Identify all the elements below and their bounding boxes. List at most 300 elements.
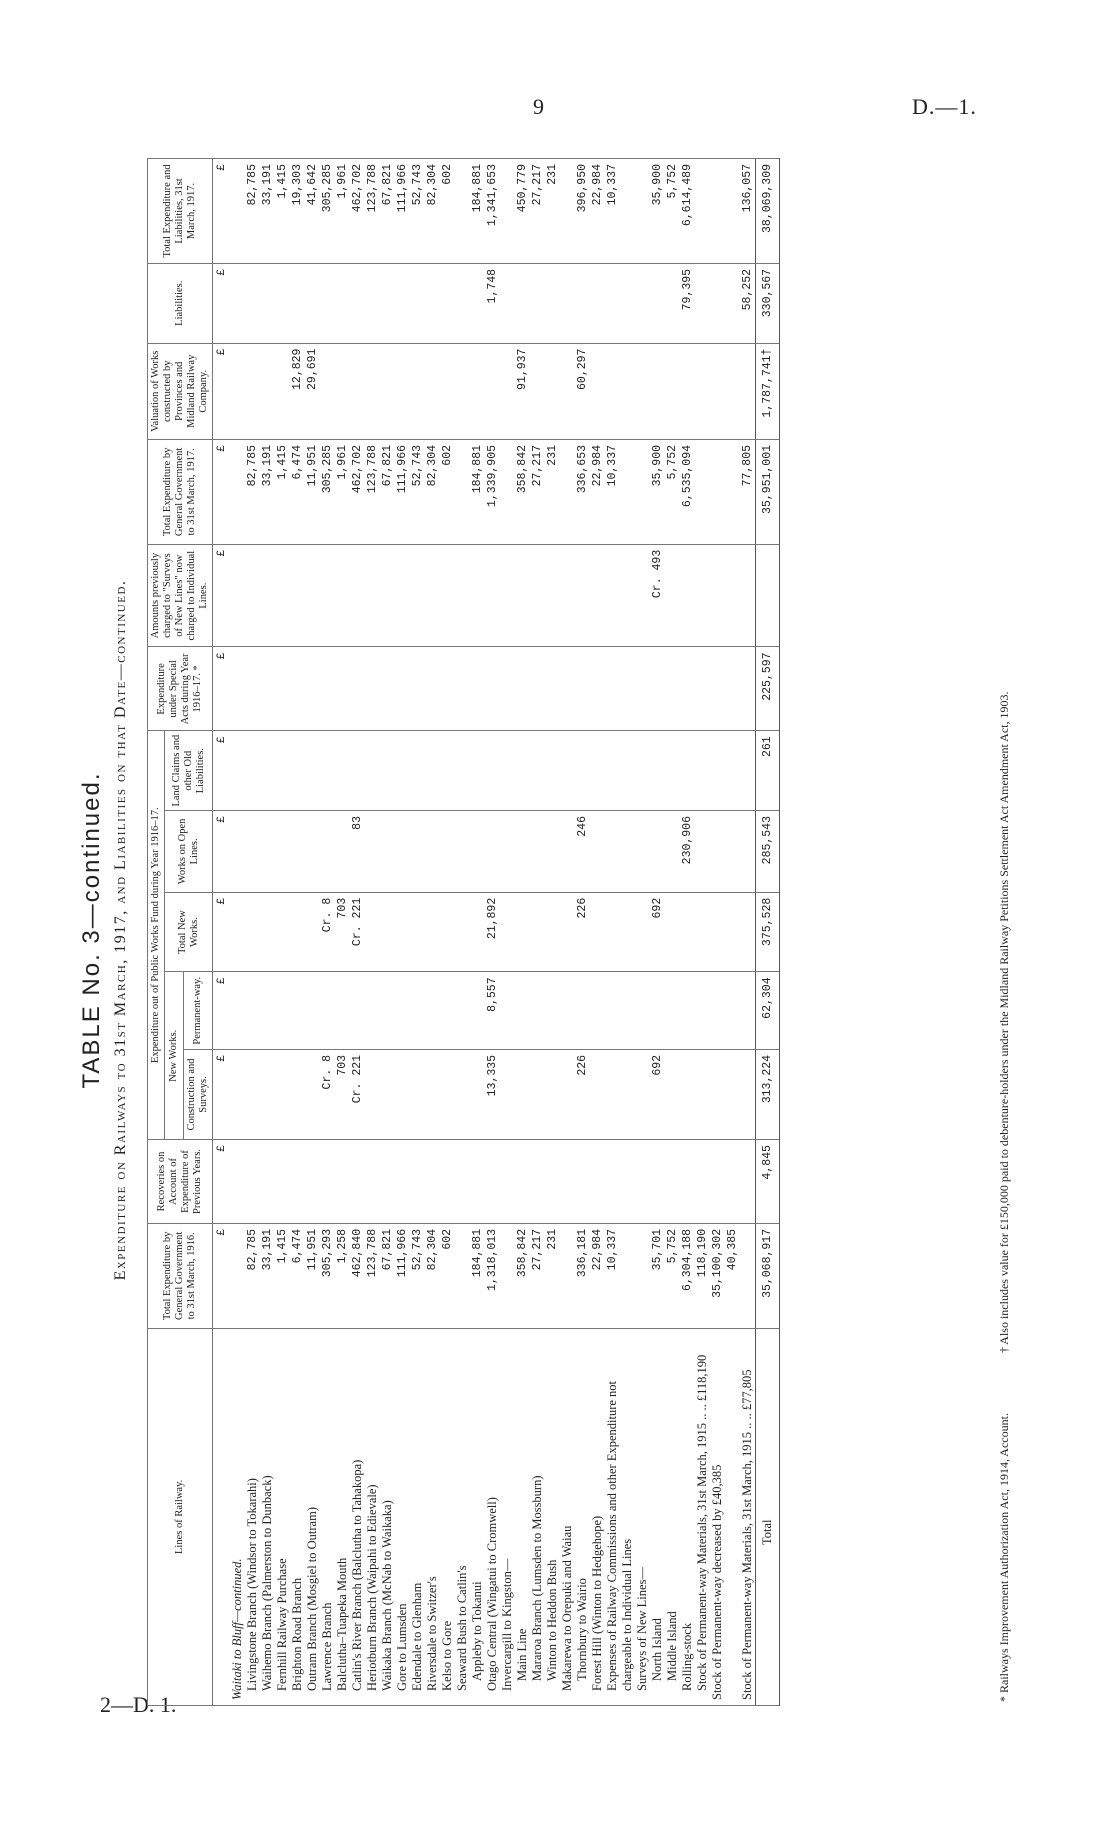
row-value-special-acts: [695, 647, 710, 731]
total-value-liabilities: 330,567: [756, 263, 780, 343]
row-value-land-claims: [635, 731, 650, 811]
row-value-total-new: 692: [650, 892, 665, 972]
row-value-total-new: [230, 892, 245, 972]
table-row: [665, 159, 680, 1706]
row-value-total1916: 118,190: [695, 1223, 710, 1328]
row-value-valuation: 91,937: [515, 343, 530, 439]
row-value-permanent-way: [230, 972, 245, 1050]
row-label: Waihemo Branch (Palmerston to Dunback): [260, 1328, 275, 1705]
row-value-recoveries: [545, 1140, 560, 1224]
row-value-open-lines: [590, 811, 605, 893]
row-value-total1917: 305,285: [320, 439, 335, 544]
row-value-total1916: 10,337: [605, 1223, 635, 1328]
row-value-amounts-prev: [590, 544, 605, 647]
row-value-total1917: 184,881: [470, 439, 485, 544]
row-value-land-claims: [275, 731, 290, 811]
row-label: Seaward Bush to Catlin's: [455, 1328, 470, 1705]
row-value-construction: [230, 1049, 245, 1139]
row-value-valuation: [605, 343, 635, 439]
row-label: Riversdale to Switzer's: [425, 1328, 440, 1705]
footnote-dagger: † Also includes value for £150,000 paid to debenture-holders under the Midland Railway Petitions Settlement Act Amendment Act, 1903.: [997, 691, 1011, 1354]
row-value-construction: [665, 1049, 680, 1139]
row-label: Makarewa to Orepuki and Waiau: [560, 1328, 575, 1705]
row-value-total1917: 67,821: [380, 439, 395, 544]
row-value-amounts-prev: [605, 544, 635, 647]
row-value-total1917: 82,304: [425, 439, 440, 544]
table-row: [245, 159, 260, 1706]
row-value-total1916: 1,415: [275, 1223, 290, 1328]
row-value-total1917: [500, 439, 515, 544]
row-value-total1917: 462,702: [350, 439, 365, 544]
row-value-amounts-prev: [485, 544, 500, 647]
row-value-total1916: 111,966: [395, 1223, 410, 1328]
row-value-permanent-way: [695, 972, 710, 1050]
total-value-construction: 313,224: [756, 1049, 780, 1139]
row-value-liabilities: [365, 263, 380, 343]
row-value-total1916: 82,304: [425, 1223, 440, 1328]
row-value-liabilities: [260, 263, 275, 343]
row-value-amounts-prev: [395, 544, 410, 647]
row-value-total1916: 33,191: [260, 1223, 275, 1328]
row-value-liabilities: [290, 263, 305, 343]
row-value-amounts-prev: [470, 544, 485, 647]
row-value-total-new: [305, 892, 320, 972]
row-value-valuation: [650, 343, 665, 439]
row-value-amounts-prev: [365, 544, 380, 647]
row-value-grand: [695, 159, 710, 264]
row-value-total1917: 82,785: [245, 439, 260, 544]
row-value-construction: [515, 1049, 530, 1139]
row-value-total1916: 11,951: [305, 1223, 320, 1328]
row-value-construction: [695, 1049, 710, 1139]
row-value-land-claims: [350, 731, 365, 811]
row-label: North Island: [650, 1328, 665, 1705]
page-number: 9: [533, 94, 544, 119]
row-value-valuation: [350, 343, 365, 439]
row-value-total1917: 358,842: [515, 439, 530, 544]
table-row: [440, 159, 455, 1706]
table-row: [500, 159, 515, 1706]
row-value-permanent-way: [605, 972, 635, 1050]
expenditure-table: [147, 158, 780, 1706]
row-value-liabilities: [305, 263, 320, 343]
row-value-liabilities: 1,748: [485, 263, 500, 343]
row-value-total-new: 226: [575, 892, 590, 972]
row-value-open-lines: [275, 811, 290, 893]
row-value-liabilities: [425, 263, 440, 343]
row-value-total-new: [665, 892, 680, 972]
row-value-grand: 82,785: [245, 159, 260, 264]
row-value-permanent-way: [470, 972, 485, 1050]
row-value-permanent-way: [395, 972, 410, 1050]
row-value-valuation: 29,691: [305, 343, 320, 439]
col-group-public-works: Expenditure out of Public Works Fund during Year 1916–17.: [148, 731, 165, 1140]
row-value-liabilities: [275, 263, 290, 343]
row-value-construction: 703: [335, 1049, 350, 1139]
row-value-land-claims: [425, 731, 440, 811]
row-label: Balclutha–Tuapeka Mouth: [335, 1328, 350, 1705]
row-value-special-acts: [545, 647, 560, 731]
row-value-open-lines: [710, 811, 740, 893]
row-value-total1917: 1,415: [275, 439, 290, 544]
row-label: Thornbury to Wairio: [575, 1328, 590, 1705]
row-value-construction: [245, 1049, 260, 1139]
row-value-total-new: [710, 892, 740, 972]
row-value-land-claims: [530, 731, 545, 811]
row-value-land-claims: [605, 731, 635, 811]
row-value-liabilities: [665, 263, 680, 343]
row-value-amounts-prev: [575, 544, 590, 647]
row-value-total-new: [455, 892, 470, 972]
row-value-total-new: [470, 892, 485, 972]
row-value-open-lines: [650, 811, 665, 893]
row-value-land-claims: [740, 731, 756, 811]
row-value-special-acts: [410, 647, 425, 731]
row-value-special-acts: [230, 647, 245, 731]
row-value-recoveries: [680, 1140, 695, 1224]
row-value-amounts-prev: [740, 544, 756, 647]
row-value-total1917: 336,653: [575, 439, 590, 544]
row-label: Fernhill Railway Purchase: [275, 1328, 290, 1705]
row-value-amounts-prev: [380, 544, 395, 647]
row-value-total-new: [260, 892, 275, 972]
row-value-land-claims: [470, 731, 485, 811]
row-value-liabilities: [560, 263, 575, 343]
row-value-permanent-way: [350, 972, 365, 1050]
row-value-total1917: [635, 439, 650, 544]
table-row: [560, 159, 575, 1706]
row-value-special-acts: [500, 647, 515, 731]
unit-cell: £: [213, 1223, 231, 1328]
row-value-open-lines: [500, 811, 515, 893]
row-value-special-acts: [605, 647, 635, 731]
row-value-construction: 692: [650, 1049, 665, 1139]
row-value-total-new: [500, 892, 515, 972]
row-value-land-claims: [560, 731, 575, 811]
row-value-grand: 450,779: [515, 159, 530, 264]
row-label: Otago Central (Wingatui to Cromwell): [485, 1328, 500, 1705]
row-value-total1917: 33,191: [260, 439, 275, 544]
row-value-amounts-prev: [350, 544, 365, 647]
row-value-construction: [680, 1049, 695, 1139]
row-value-permanent-way: [410, 972, 425, 1050]
row-value-open-lines: 83: [350, 811, 365, 893]
unit-cell: £: [213, 343, 231, 439]
row-value-open-lines: [605, 811, 635, 893]
row-value-recoveries: [410, 1140, 425, 1224]
row-value-grand: 52,743: [410, 159, 425, 264]
row-label: Rolling-stock: [680, 1328, 695, 1705]
row-value-permanent-way: [515, 972, 530, 1050]
row-value-valuation: [500, 343, 515, 439]
row-value-land-claims: [455, 731, 470, 811]
table-subtitle: Expenditure on Railways to 31st March, 1917, and Liabilities on that Date—continued.: [112, 579, 129, 1281]
row-value-grand: 33,191: [260, 159, 275, 264]
row-value-total1916: 602: [440, 1223, 455, 1328]
row-value-valuation: [320, 343, 335, 439]
col-grand-total: Total Expenditure and Liabilities, 31st March, 1917.: [148, 159, 213, 264]
col-group-new-works: New Works.: [165, 972, 184, 1140]
row-value-amounts-prev: [275, 544, 290, 647]
row-value-land-claims: [305, 731, 320, 811]
document-code: D.—1.: [912, 94, 977, 119]
unit-cell: £: [213, 263, 231, 343]
row-value-total1917: 231: [545, 439, 560, 544]
row-value-liabilities: [440, 263, 455, 343]
row-value-total-new: [605, 892, 635, 972]
row-value-total1917: [455, 439, 470, 544]
row-value-total1917: 123,788: [365, 439, 380, 544]
row-value-grand: [500, 159, 515, 264]
row-value-recoveries: [440, 1140, 455, 1224]
row-value-permanent-way: [710, 972, 740, 1050]
row-value-total1916: 305,293: [320, 1223, 335, 1328]
row-value-open-lines: [530, 811, 545, 893]
row-value-open-lines: [695, 811, 710, 893]
row-value-recoveries: [695, 1140, 710, 1224]
row-value-special-acts: [305, 647, 320, 731]
row-value-total1916: 35,100,302 40,385: [710, 1223, 740, 1328]
row-value-total1916: [455, 1223, 470, 1328]
footnote-star: * Railways Improvement Authorization Act, 1914, Account.: [997, 1413, 1011, 1702]
row-value-total-new: [410, 892, 425, 972]
table-row: [350, 159, 365, 1706]
total-value-land-claims: 261: [756, 731, 780, 811]
row-value-liabilities: [635, 263, 650, 343]
row-value-special-acts: [320, 647, 335, 731]
col-permanent-way: Permanent-way.: [184, 972, 213, 1050]
row-label: Appleby to Tokanui: [470, 1328, 485, 1705]
row-value-amounts-prev: [425, 544, 440, 647]
row-value-land-claims: [410, 731, 425, 811]
row-value-land-claims: [380, 731, 395, 811]
row-value-open-lines: [305, 811, 320, 893]
row-value-special-acts: [590, 647, 605, 731]
col-liabilities: Liabilities.: [148, 263, 213, 343]
row-value-liabilities: [230, 263, 245, 343]
unit-cell: £: [213, 1140, 231, 1224]
table-row: [710, 159, 740, 1706]
row-value-construction: 13,335: [485, 1049, 500, 1139]
row-value-open-lines: 246: [575, 811, 590, 893]
row-value-construction: [410, 1049, 425, 1139]
row-value-total-new: [290, 892, 305, 972]
row-value-amounts-prev: [230, 544, 245, 647]
col-valuation: Valuation of Works constructed by Provinces and Midland Railway Company.: [148, 343, 213, 439]
row-value-total1916: [230, 1223, 245, 1328]
row-value-recoveries: [290, 1140, 305, 1224]
row-value-special-acts: [395, 647, 410, 731]
unit-row-label: [213, 1328, 231, 1705]
col-total-1916: Total Expenditure by General Government to 31st March, 1916.: [148, 1223, 213, 1328]
table-title: TABLE No. 3—continued.: [78, 771, 105, 1089]
row-value-total1916: 27,217: [530, 1223, 545, 1328]
row-value-land-claims: [710, 731, 740, 811]
row-value-total1917: 6,474: [290, 439, 305, 544]
row-value-construction: [530, 1049, 545, 1139]
row-value-valuation: [425, 343, 440, 439]
row-value-recoveries: [230, 1140, 245, 1224]
row-value-total-new: Cr. 221: [350, 892, 365, 972]
row-value-construction: [440, 1049, 455, 1139]
row-value-construction: [395, 1049, 410, 1139]
row-value-total1917: [230, 439, 245, 544]
row-value-special-acts: [380, 647, 395, 731]
row-value-special-acts: [335, 647, 350, 731]
row-value-open-lines: [410, 811, 425, 893]
table-row: [605, 159, 635, 1706]
table-row: [290, 159, 305, 1706]
table-row: [635, 159, 650, 1706]
table-row: [575, 159, 590, 1706]
row-value-liabilities: [350, 263, 365, 343]
footnotes: [997, 162, 1012, 1702]
row-value-permanent-way: [680, 972, 695, 1050]
row-value-recoveries: [665, 1140, 680, 1224]
row-label: Waitaki to Bluff—continued.: [230, 1328, 245, 1705]
table-row: [275, 159, 290, 1706]
row-value-construction: [455, 1049, 470, 1139]
row-value-valuation: [335, 343, 350, 439]
row-value-construction: [590, 1049, 605, 1139]
row-value-total-new: [545, 892, 560, 972]
row-value-recoveries: [470, 1140, 485, 1224]
row-label: Waikaka Branch (McNab to Waikaka): [380, 1328, 395, 1705]
row-value-recoveries: [365, 1140, 380, 1224]
row-label: Invercargill to Kingston—: [500, 1328, 515, 1705]
row-value-valuation: [710, 343, 740, 439]
row-value-recoveries: [380, 1140, 395, 1224]
row-value-grand: 67,821: [380, 159, 395, 264]
row-label: Mararoa Branch (Lumsden to Mossburn): [530, 1328, 545, 1705]
row-value-total1916: [560, 1223, 575, 1328]
row-value-land-claims: [500, 731, 515, 811]
row-value-permanent-way: [635, 972, 650, 1050]
row-value-permanent-way: [560, 972, 575, 1050]
row-value-permanent-way: [440, 972, 455, 1050]
row-value-amounts-prev: [680, 544, 695, 647]
row-value-special-acts: [710, 647, 740, 731]
unit-cell: £: [213, 811, 231, 893]
row-value-special-acts: [425, 647, 440, 731]
row-value-total-new: [560, 892, 575, 972]
col-total-new-works: Total New Works.: [165, 892, 213, 972]
row-value-special-acts: [680, 647, 695, 731]
row-value-recoveries: [635, 1140, 650, 1224]
table-body: [213, 159, 780, 1706]
row-value-valuation: [440, 343, 455, 439]
row-value-permanent-way: [740, 972, 756, 1050]
row-value-permanent-way: [425, 972, 440, 1050]
row-value-land-claims: [245, 731, 260, 811]
row-label: Forest Hill (Winton to Hedgehope): [590, 1328, 605, 1705]
table-row: [455, 159, 470, 1706]
row-label: Gore to Lumsden: [395, 1328, 410, 1705]
row-label: Heriotburn Branch (Waipahi to Edievale): [365, 1328, 380, 1705]
row-value-grand: 10,337: [605, 159, 635, 264]
row-value-recoveries: [575, 1140, 590, 1224]
row-value-special-acts: [560, 647, 575, 731]
row-value-grand: 111,966: [395, 159, 410, 264]
row-value-total-new: [680, 892, 695, 972]
row-value-total1917: [710, 439, 740, 544]
row-value-special-acts: [365, 647, 380, 731]
table-row: [485, 159, 500, 1706]
row-value-liabilities: [575, 263, 590, 343]
row-value-open-lines: [485, 811, 500, 893]
row-value-valuation: [530, 343, 545, 439]
row-value-total1916: 82,785: [245, 1223, 260, 1328]
row-value-liabilities: [245, 263, 260, 343]
row-value-open-lines: [635, 811, 650, 893]
table-row: [395, 159, 410, 1706]
row-value-valuation: [230, 343, 245, 439]
row-value-amounts-prev: [530, 544, 545, 647]
row-value-permanent-way: [500, 972, 515, 1050]
row-value-total-new: Cr. 8: [320, 892, 335, 972]
row-value-valuation: [260, 343, 275, 439]
row-value-land-claims: [515, 731, 530, 811]
row-value-liabilities: [320, 263, 335, 343]
row-value-recoveries: [560, 1140, 575, 1224]
table-row: [305, 159, 320, 1706]
row-value-land-claims: [680, 731, 695, 811]
row-value-valuation: [635, 343, 650, 439]
row-value-special-acts: [470, 647, 485, 731]
row-value-valuation: 60,297: [575, 343, 590, 439]
row-value-total1916: 5,752: [665, 1223, 680, 1328]
unit-cell: £: [213, 892, 231, 972]
col-amounts-previously: Amounts previously charged to "Surveys of New Lines" now charged to Individual Lines.: [148, 544, 213, 647]
row-value-valuation: [380, 343, 395, 439]
row-value-total1917: 1,339,905: [485, 439, 500, 544]
row-value-grand: [710, 159, 740, 264]
row-value-open-lines: [290, 811, 305, 893]
row-value-amounts-prev: [545, 544, 560, 647]
row-value-permanent-way: [290, 972, 305, 1050]
row-value-permanent-way: [320, 972, 335, 1050]
table-row: [410, 159, 425, 1706]
row-value-land-claims: [695, 731, 710, 811]
row-value-recoveries: [305, 1140, 320, 1224]
table-row: [230, 159, 245, 1706]
row-value-total1917: 11,951: [305, 439, 320, 544]
row-value-open-lines: [470, 811, 485, 893]
row-label: Stock of Permanent-way Materials, 31st March, 1915 .. .. £77,805: [740, 1328, 756, 1705]
row-value-total1916: 52,743: [410, 1223, 425, 1328]
col-recoveries: Recoveries on Account of Expenditure of Previous Years.: [148, 1140, 213, 1224]
row-label: Middle Island: [665, 1328, 680, 1705]
row-value-total1917: 111,966: [395, 439, 410, 544]
row-value-permanent-way: [530, 972, 545, 1050]
row-label: Edendale to Glenham: [410, 1328, 425, 1705]
total-value-special-acts: 225,597: [756, 647, 780, 731]
row-value-amounts-prev: [695, 544, 710, 647]
row-value-valuation: [275, 343, 290, 439]
row-value-liabilities: [380, 263, 395, 343]
col-lines: Lines of Railway.: [148, 1328, 213, 1705]
table-row: [590, 159, 605, 1706]
total-value-total1917: 35,951,001: [756, 439, 780, 544]
row-value-permanent-way: 8,557: [485, 972, 500, 1050]
row-label: Stock of Permanent-way Materials, 31st March, 1915 .. .. £118,190: [695, 1328, 710, 1705]
row-value-open-lines: [665, 811, 680, 893]
row-value-recoveries: [590, 1140, 605, 1224]
row-value-special-acts: [515, 647, 530, 731]
row-label: Livingstone Branch (Windsor to Tokarahi): [245, 1328, 260, 1705]
row-value-recoveries: [260, 1140, 275, 1224]
table-row: [680, 159, 695, 1706]
